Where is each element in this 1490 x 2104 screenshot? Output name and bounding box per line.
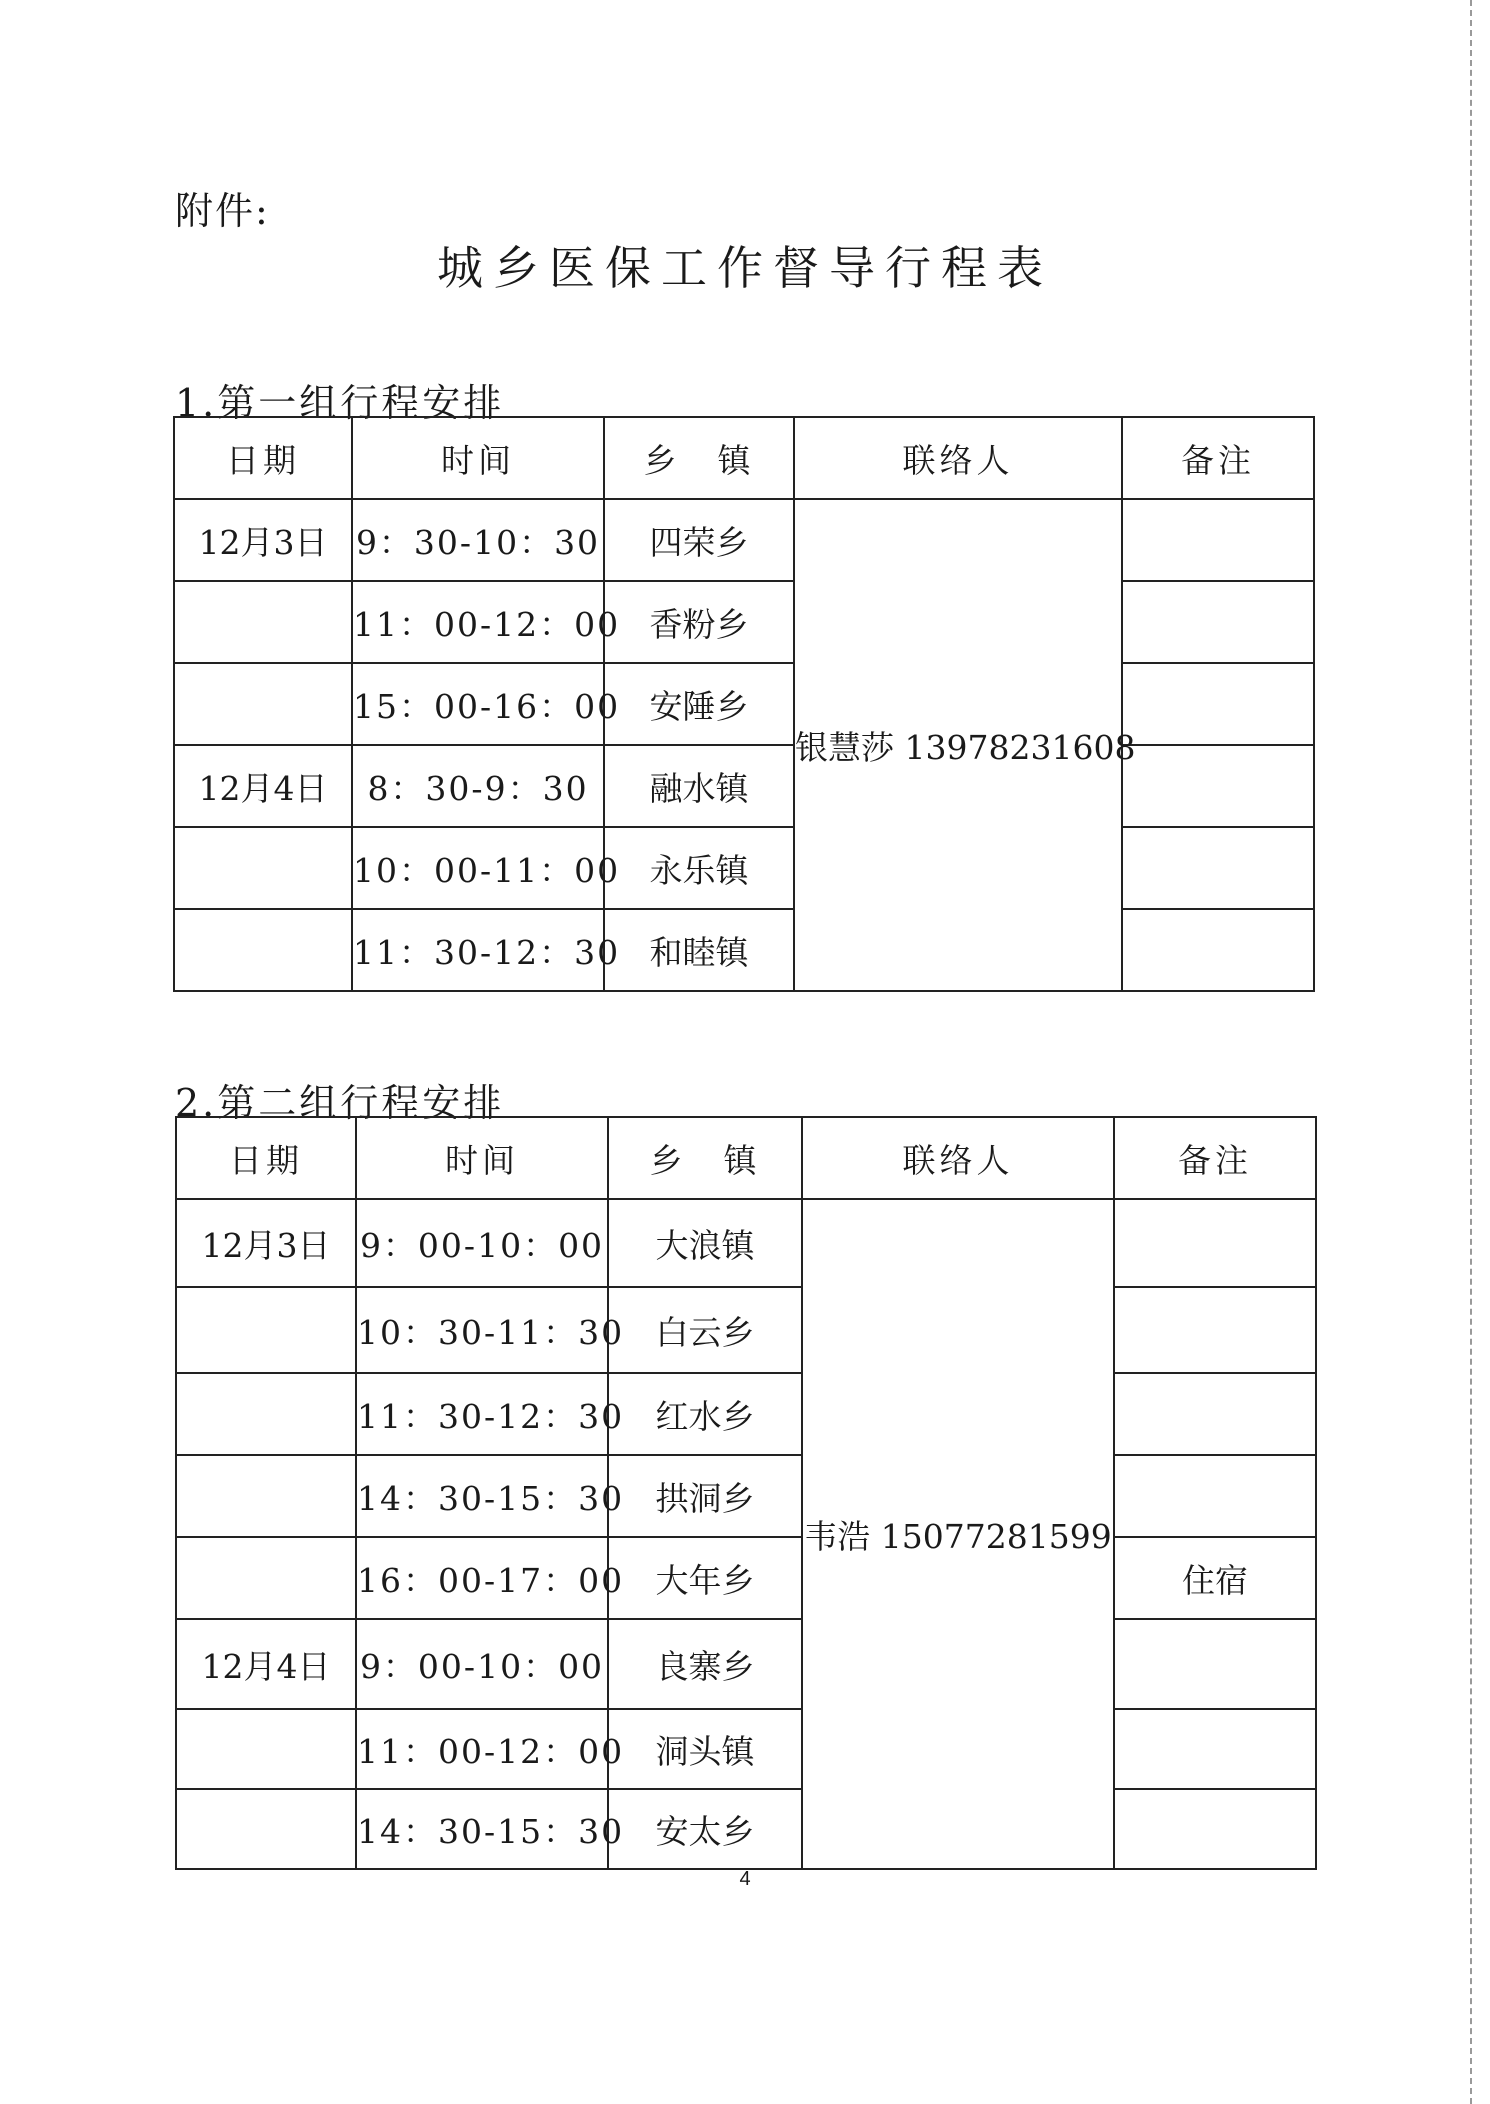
- table-row: [176, 1199, 1316, 1287]
- time-cell: 11：30-12：30: [352, 909, 604, 991]
- township-cell: 永乐镇: [604, 827, 794, 909]
- township-cell: 大浪镇: [608, 1199, 802, 1287]
- table-row: [176, 1455, 1316, 1537]
- time-cell: 14：30-15：30: [356, 1455, 608, 1537]
- table-header-row: [174, 417, 1314, 499]
- header-township: 乡 镇: [608, 1117, 802, 1199]
- date-cell: [174, 581, 352, 663]
- document-title: 城乡医保工作督导行程表: [437, 241, 1053, 295]
- table-row: [174, 909, 1314, 991]
- header-township: 乡 镇: [604, 417, 794, 499]
- time-cell: 8：30-9：30: [352, 745, 604, 827]
- remark-cell: [1114, 1373, 1316, 1455]
- remark-cell: [1122, 909, 1314, 991]
- table-header-row: [176, 1117, 1316, 1199]
- township-cell: 良寨乡: [608, 1619, 802, 1709]
- table-row: [176, 1619, 1316, 1709]
- time-cell: 9：00-10：00: [356, 1199, 608, 1287]
- table-row: [174, 745, 1314, 827]
- date-cell: [176, 1373, 356, 1455]
- time-cell: 9：30-10：30: [352, 499, 604, 581]
- township-cell: 安陲乡: [604, 663, 794, 745]
- table-row: [176, 1537, 1316, 1619]
- time-cell: 11：00-12：00: [352, 581, 604, 663]
- time-cell: 16：00-17：00: [356, 1537, 608, 1619]
- table-row: [176, 1373, 1316, 1455]
- remark-cell: [1122, 499, 1314, 581]
- date-cell: [174, 827, 352, 909]
- table-row: [174, 499, 1314, 581]
- contact-cell: 银慧莎 13978231608: [794, 499, 1122, 991]
- header-time: 时间: [352, 417, 604, 499]
- date-cell: 12月3日: [176, 1199, 356, 1287]
- time-cell: 14：30-15：30: [356, 1789, 608, 1869]
- header-date: 日期: [174, 417, 352, 499]
- township-cell: 大年乡: [608, 1537, 802, 1619]
- group2-heading: 2.第二组行程安排: [175, 1081, 505, 1125]
- township-cell: 四荣乡: [604, 499, 794, 581]
- table-row: [176, 1287, 1316, 1373]
- date-cell: 12月4日: [174, 745, 352, 827]
- table-row: [174, 827, 1314, 909]
- header-time: 时间: [356, 1117, 608, 1199]
- group2-schedule-table: [175, 1116, 1317, 1870]
- time-cell: 10：00-11：00: [352, 827, 604, 909]
- date-cell: [174, 909, 352, 991]
- remark-cell: 住宿: [1114, 1537, 1316, 1619]
- table-row: [174, 581, 1314, 663]
- date-cell: [176, 1789, 356, 1869]
- header-remark: 备注: [1122, 417, 1314, 499]
- township-cell: 红水乡: [608, 1373, 802, 1455]
- remark-cell: [1114, 1789, 1316, 1869]
- table-row: [174, 663, 1314, 745]
- time-cell: 15：00-16：00: [352, 663, 604, 745]
- township-cell: 香粉乡: [604, 581, 794, 663]
- date-cell: 12月3日: [174, 499, 352, 581]
- time-cell: 11：00-12：00: [356, 1709, 608, 1789]
- time-cell: 9：00-10：00: [356, 1619, 608, 1709]
- township-cell: 洞头镇: [608, 1709, 802, 1789]
- group1-heading: 1.第一组行程安排: [175, 381, 505, 425]
- time-cell: 11：30-12：30: [356, 1373, 608, 1455]
- date-cell: [176, 1709, 356, 1789]
- table-row: [176, 1789, 1316, 1869]
- township-cell: 融水镇: [604, 745, 794, 827]
- township-cell: 拱洞乡: [608, 1455, 802, 1537]
- date-cell: [174, 663, 352, 745]
- remark-cell: [1114, 1619, 1316, 1709]
- remark-cell: [1122, 745, 1314, 827]
- header-contact: 联络人: [794, 417, 1122, 499]
- group1-schedule-table: [173, 416, 1315, 992]
- table-row: [176, 1709, 1316, 1789]
- remark-cell: [1122, 581, 1314, 663]
- remark-cell: [1122, 663, 1314, 745]
- remark-cell: [1114, 1709, 1316, 1789]
- township-cell: 和睦镇: [604, 909, 794, 991]
- time-cell: 10：30-11：30: [356, 1287, 608, 1373]
- header-contact: 联络人: [802, 1117, 1114, 1199]
- header-date: 日期: [176, 1117, 356, 1199]
- remark-cell: [1122, 827, 1314, 909]
- date-cell: [176, 1455, 356, 1537]
- date-cell: [176, 1537, 356, 1619]
- contact-cell: 韦浩 15077281599: [802, 1199, 1114, 1869]
- township-cell: 白云乡: [608, 1287, 802, 1373]
- page-number: 4: [739, 1868, 751, 1890]
- township-cell: 安太乡: [608, 1789, 802, 1869]
- remark-cell: [1114, 1287, 1316, 1373]
- remark-cell: [1114, 1199, 1316, 1287]
- remark-cell: [1114, 1455, 1316, 1537]
- attachment-label: 附件:: [175, 189, 270, 233]
- date-cell: 12月4日: [176, 1619, 356, 1709]
- header-remark: 备注: [1114, 1117, 1316, 1199]
- date-cell: [176, 1287, 356, 1373]
- page-edge-line: [1470, 0, 1472, 2104]
